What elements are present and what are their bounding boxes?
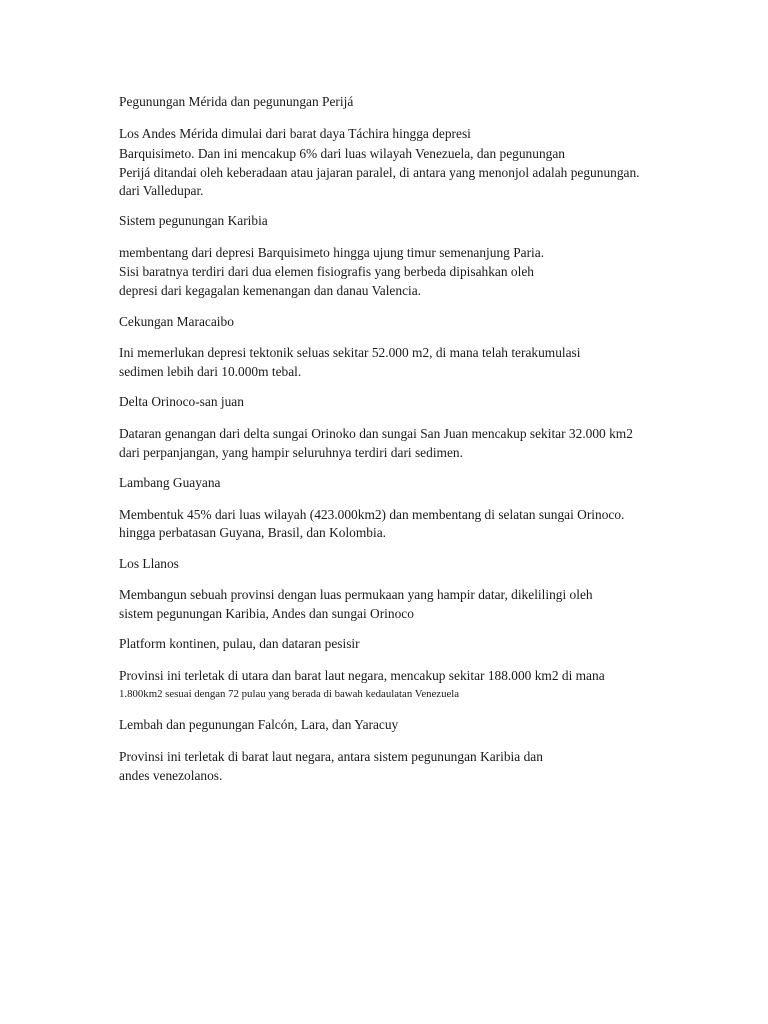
paragraph-line: Membangun sebuah provinsi dengan luas permukaan yang hampir datar, dikelilingi oleh — [119, 587, 593, 602]
paragraph-line: dari perpanjangan, yang hampir seluruhnya terdiri dari sedimen. — [119, 445, 463, 460]
paragraph-line: Perijá ditandai oleh keberadaan atau jajaran paralel, di antara yang menonjol adalah pegunungan. — [119, 165, 640, 180]
paragraph-line: hingga perbatasan Guyana, Brasil, dan Kolombia. — [119, 525, 386, 540]
paragraph-line: Ini memerlukan depresi tektonik seluas sekitar 52.000 m2, di mana telah terakumulasi — [119, 345, 581, 360]
paragraph-line: Membentuk 45% dari luas wilayah (423.000km2) dan membentang di selatan sungai Orinoco. — [119, 507, 625, 522]
section-heading: Delta Orinoco-san juan — [119, 394, 244, 409]
paragraph-line: Sisi baratnya terdiri dari dua elemen fisiografis yang berbeda dipisahkan oleh — [119, 264, 534, 279]
paragraph-line: Dataran genangan dari delta sungai Orinoko dan sungai San Juan mencakup sekitar 32.000 km2 — [119, 426, 633, 441]
paragraph-line: Provinsi ini terletak di barat laut negara, antara sistem pegunungan Karibia dan — [119, 749, 543, 764]
section-heading: Los Llanos — [119, 556, 179, 571]
paragraph-line: dari Valledupar. — [119, 183, 204, 198]
paragraph-line: depresi dari kegagalan kemenangan dan danau Valencia. — [119, 283, 422, 298]
paragraph-line: andes venezolanos. — [119, 768, 223, 783]
section-heading: Platform kontinen, pulau, dan dataran pesisir — [119, 636, 360, 651]
section-heading: Lambang Guayana — [119, 475, 221, 490]
paragraph-line: Provinsi ini terletak di utara dan barat laut negara, mencakup sekitar 188.000 km2 di mana — [119, 668, 605, 683]
paragraph-line: membentang dari depresi Barquisimeto hingga ujung timur semenanjung Paria. — [119, 245, 545, 260]
paragraph-line: Los Andes Mérida dimulai dari barat daya Táchira hingga depresi — [119, 126, 471, 141]
paragraph-line: sistem pegunungan Karibia, Andes dan sungai Orinoco — [119, 606, 414, 621]
paragraph-line: Barquisimeto. Dan ini mencakup 6% dari luas wilayah Venezuela, dan pegunungan — [119, 146, 565, 161]
paragraph-line: sedimen lebih dari 10.000m tebal. — [119, 364, 302, 379]
section-heading: Cekungan Maracaibo — [119, 314, 234, 329]
section-heading: Lembah dan pegunungan Falcón, Lara, dan Yaracuy — [119, 717, 399, 732]
section-heading: Pegunungan Mérida dan pegunungan Perijá — [119, 94, 354, 109]
paragraph-line-small: 1.800km2 sesuai dengan 72 pulau yang berada di bawah kedaulatan Venezuela — [119, 688, 460, 700]
section-heading: Sistem pegunungan Karibia — [119, 213, 268, 228]
